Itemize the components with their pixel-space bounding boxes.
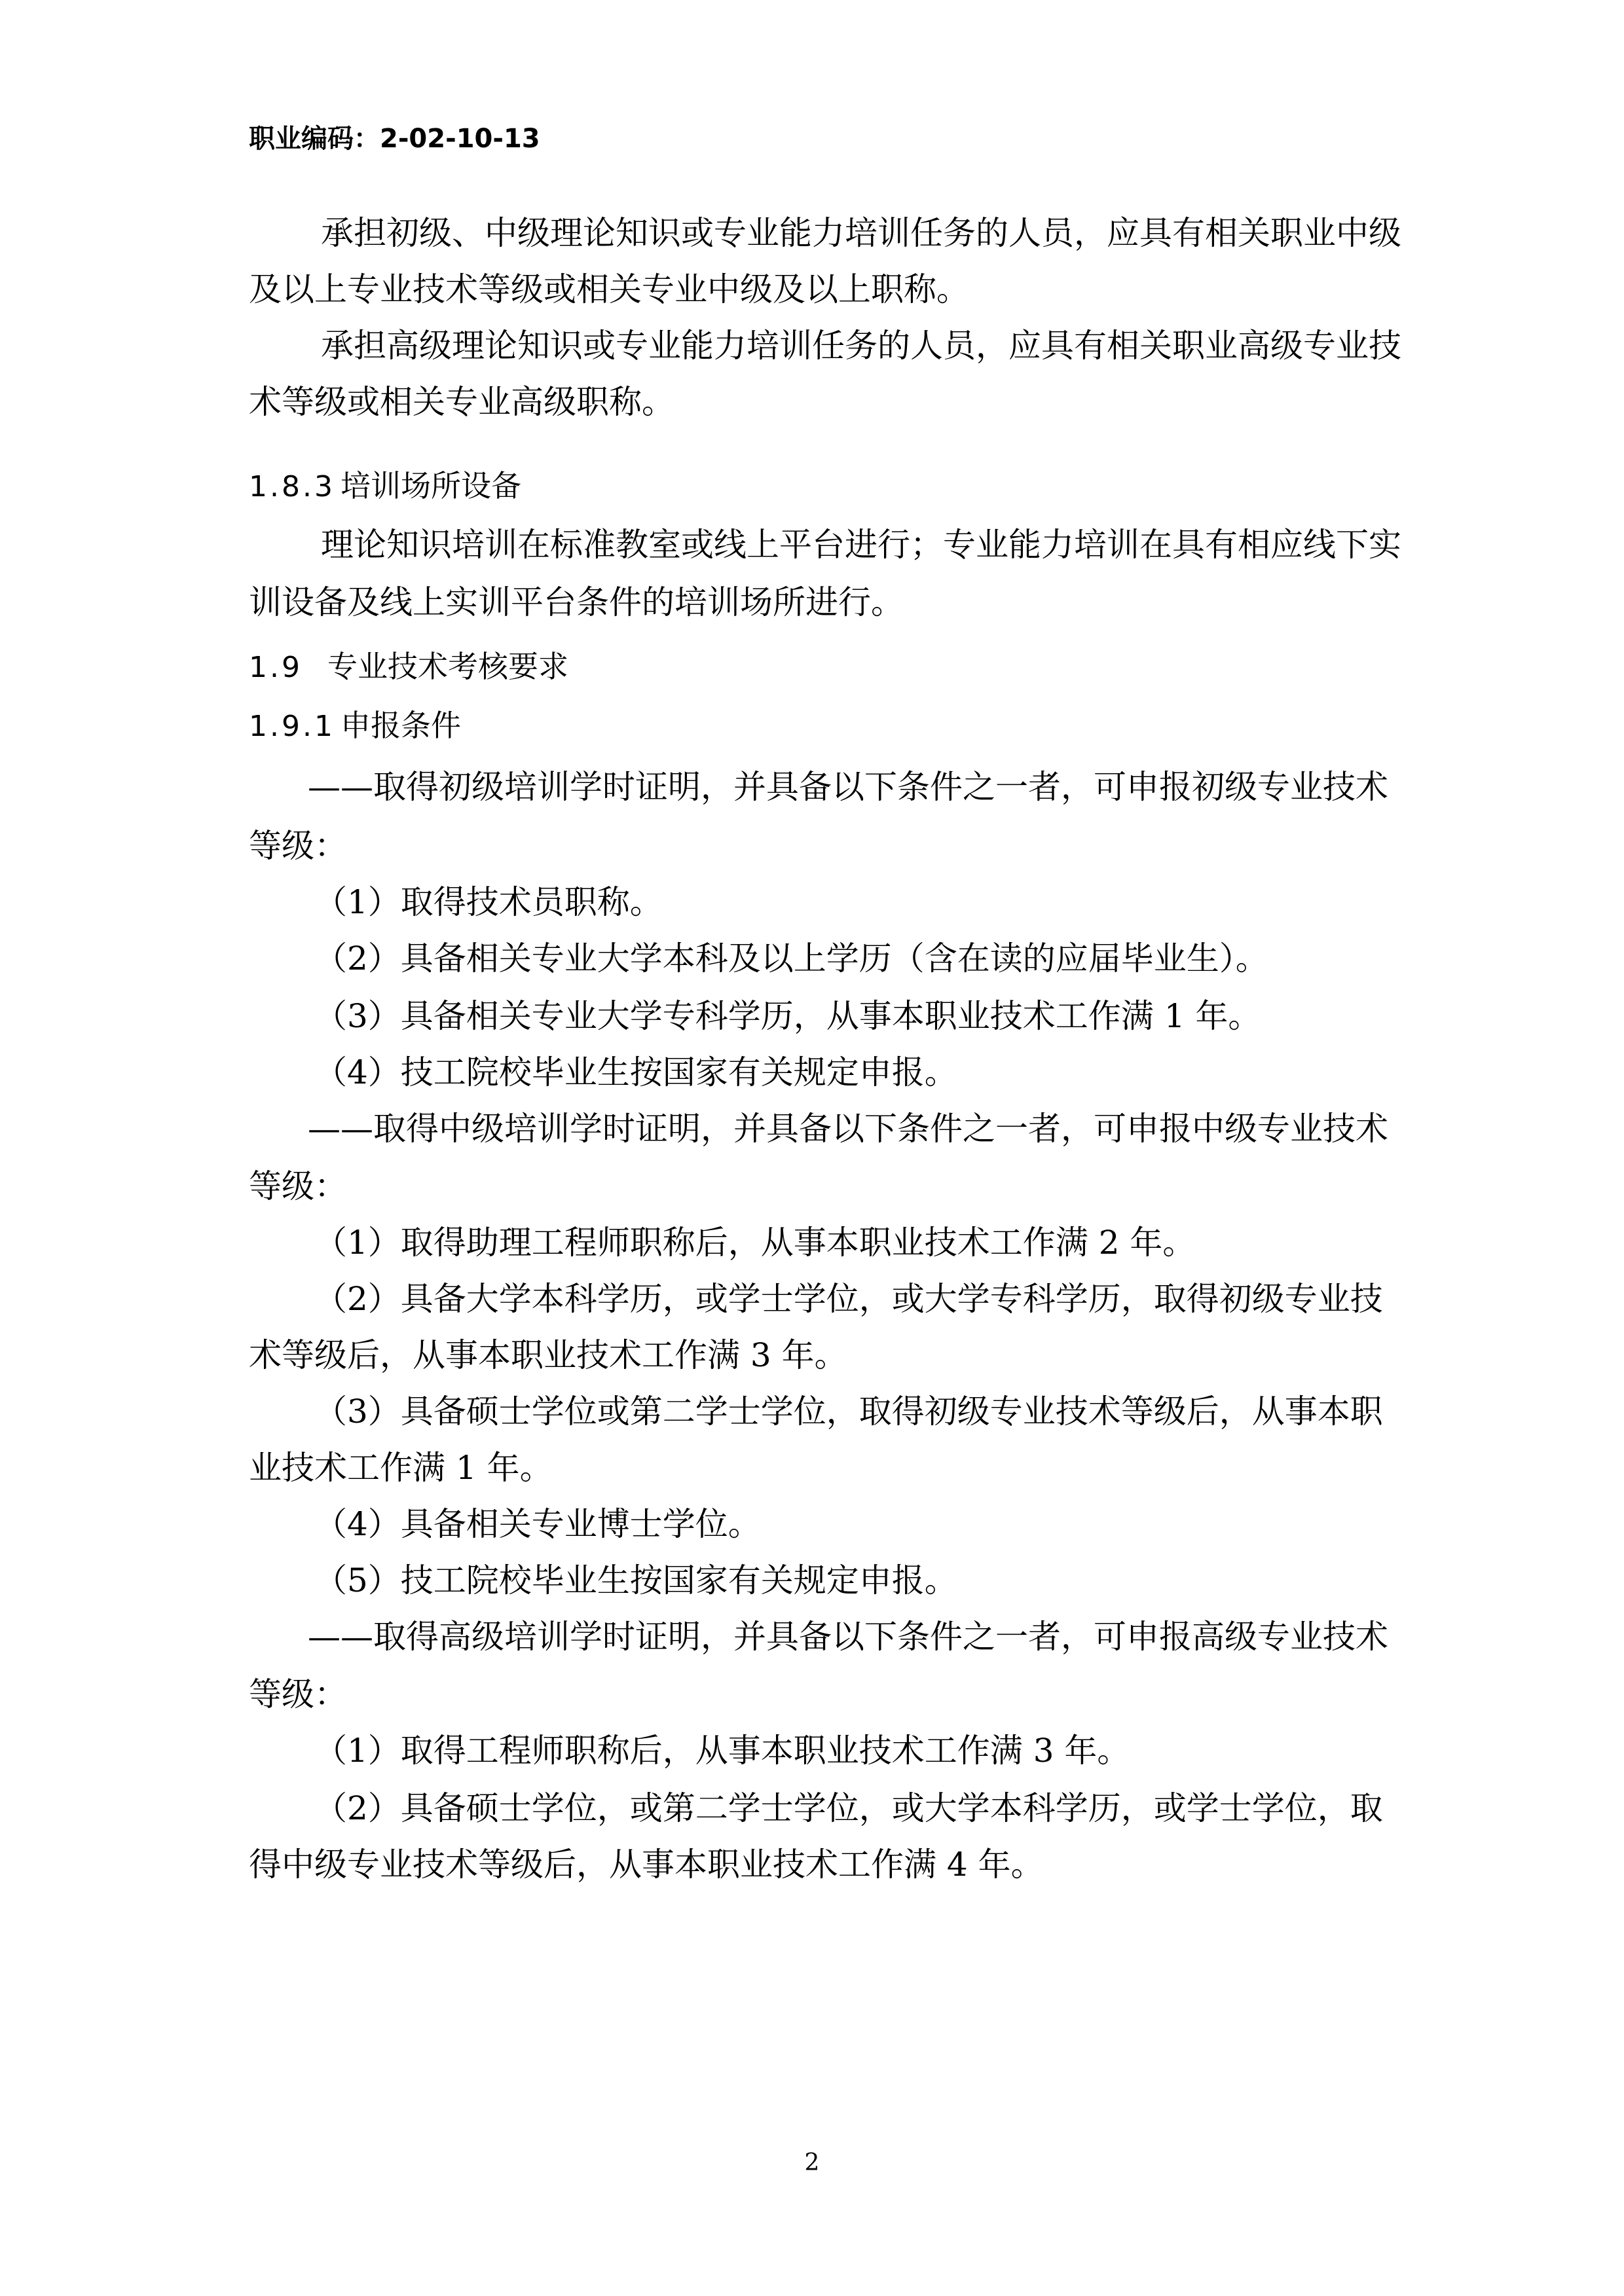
condition-intro-line: 等级： [249,827,347,865]
paragraph-line: 承担高级理论知识或专业能力培训任务的人员，应具有相关职业高级专业技 [321,327,1401,365]
section-number: 1.8.3 [249,470,335,503]
occupation-code-header: 职业编码：2-02-10-13 [249,124,540,154]
condition-item: （2）具备大学本科学历，或学士学位，或大学专科学历，取得初级专业技 [314,1280,1383,1318]
paragraph-line: 承担初级、中级理论知识或专业能力培训任务的人员，应具有相关职业中级 [321,214,1401,252]
condition-intro-line: 等级： [249,1675,347,1713]
condition-item: （2）具备相关专业大学本科及以上学历（含在读的应届毕业生）。 [314,939,1268,977]
condition-intro-line: ——取得中级培训学时证明，并具备以下条件之一者，可申报中级专业技术 [308,1110,1388,1148]
page-number: 2 [804,2149,820,2176]
condition-item: （5）技工院校毕业生按国家有关规定申报。 [314,1561,957,1599]
condition-item: （3）具备相关专业大学专科学历，从事本职业技术工作满 1 年。 [314,997,1261,1035]
condition-item: （1）取得工程师职称后，从事本职业技术工作满 3 年。 [314,1732,1130,1770]
condition-item-continuation: 术等级后，从事本职业技术工作满 3 年。 [249,1336,847,1374]
condition-item-continuation: 得中级专业技术等级后，从事本职业技术工作满 4 年。 [249,1846,1044,1884]
condition-intro-line: 等级： [249,1167,347,1205]
section-title: 申报条件 [341,708,461,743]
condition-item: （1）取得技术员职称。 [314,883,663,921]
section-heading-1-9-1 [249,699,461,753]
paragraph-line: 术等级或相关专业高级职称。 [249,383,674,421]
condition-item: （1）取得助理工程师职称后，从事本职业技术工作满 2 年。 [314,1224,1196,1262]
paragraph-line: 及以上专业技术等级或相关专业中级及以上职称。 [249,270,969,308]
section-number: 1.9.1 [249,710,335,743]
condition-item: （4）具备相关专业博士学位。 [314,1505,761,1543]
condition-item: （2）具备硕士学位，或第二学士学位，或大学本科学历，或学士学位，取 [314,1789,1383,1827]
paragraph-line: 理论知识培训在标准教室或线上平台进行；专业能力培训在具有相应线下实 [321,526,1401,564]
condition-item: （4）技工院校毕业生按国家有关规定申报。 [314,1053,957,1091]
paragraph-line: 训设备及线上实训平台条件的培训场所进行。 [249,583,904,621]
section-title: 专业技术考核要求 [327,649,568,684]
section-title: 培训场所设备 [341,468,521,503]
condition-item-continuation: 业技术工作满 1 年。 [249,1449,553,1487]
section-heading-1-9 [249,640,568,694]
condition-item: （3）具备硕士学位或第二学士学位，取得初级专业技术等级后，从事本职 [314,1393,1383,1430]
section-heading-1-8-3 [249,460,521,513]
condition-intro-line: ——取得高级培训学时证明，并具备以下条件之一者，可申报高级专业技术 [308,1618,1388,1656]
section-number: 1.9 [249,651,303,684]
condition-intro-line: ——取得初级培训学时证明，并具备以下条件之一者，可申报初级专业技术 [308,768,1388,806]
